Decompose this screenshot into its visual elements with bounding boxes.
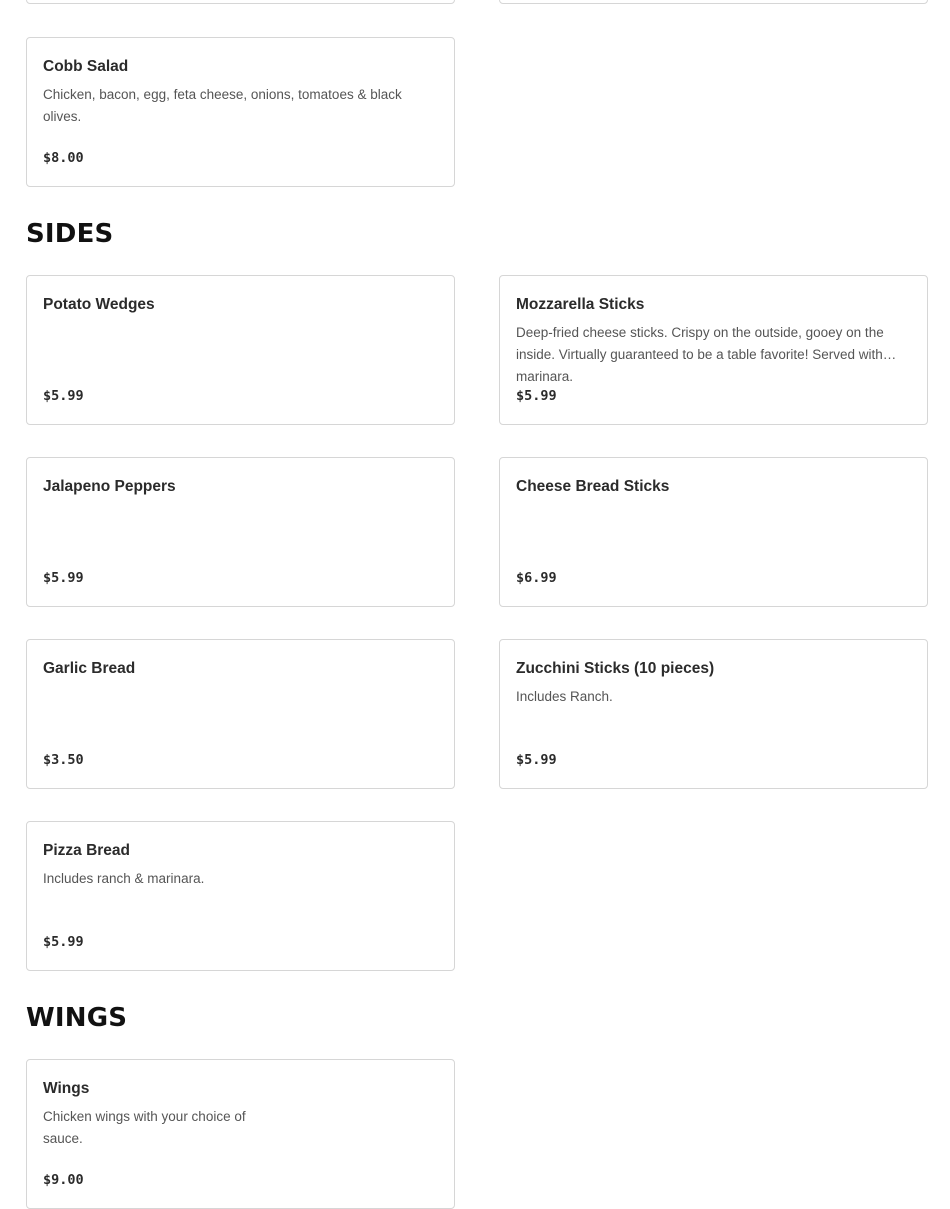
item-name: Potato Wedges (43, 296, 155, 313)
item-description: Deep-fried cheese sticks. Crispy on the outside, gooey on the inside. Virtually guaranteed to be a table favorite! Served with marinara. (516, 325, 884, 384)
section-title-sides: SIDES (26, 219, 114, 249)
item-price: $3.50 (43, 752, 84, 768)
item-name: Wings (43, 1080, 90, 1097)
item-description: Includes ranch & marinara. (43, 871, 205, 886)
item-name: Zucchini Sticks (10 pieces) (516, 660, 715, 677)
menu-item-card[interactable] (26, 821, 455, 971)
menu-item-card[interactable] (499, 457, 928, 607)
item-name: Mozzarella Sticks (516, 296, 645, 313)
item-price: $5.99 (516, 752, 557, 768)
section-title-wings: WINGS (26, 1003, 128, 1033)
item-price: $6.99 (516, 570, 557, 586)
menu-item-card-partial[interactable] (499, 0, 928, 4)
menu-item-card-partial[interactable] (26, 0, 455, 4)
item-price: $5.99 (43, 934, 84, 950)
item-description: Chicken, bacon, egg, feta cheese, onions, tomatoes & black olives. (43, 87, 402, 124)
item-price: $5.99 (43, 570, 84, 586)
item-description: Chicken wings with your choice of sauce. (43, 1109, 246, 1146)
menu-item-card[interactable] (26, 639, 455, 789)
item-name: Pizza Bread (43, 842, 131, 859)
item-description: Includes Ranch. (516, 689, 613, 704)
item-name: Jalapeno Peppers (43, 478, 176, 495)
menu-item-card[interactable] (499, 639, 928, 789)
item-price: $9.00 (43, 1172, 84, 1188)
item-name: Cobb Salad (43, 58, 129, 75)
menu-item-card[interactable] (26, 37, 455, 187)
menu-item-card[interactable] (26, 275, 455, 425)
menu-item-card[interactable] (26, 1059, 455, 1209)
menu-item-card[interactable] (26, 457, 455, 607)
item-name: Cheese Bread Sticks (516, 478, 670, 495)
item-price: $8.00 (43, 150, 84, 166)
item-price: $5.99 (516, 388, 557, 404)
menu-item-card[interactable] (499, 275, 928, 425)
item-name: Garlic Bread (43, 660, 136, 677)
item-price: $5.99 (43, 388, 84, 404)
